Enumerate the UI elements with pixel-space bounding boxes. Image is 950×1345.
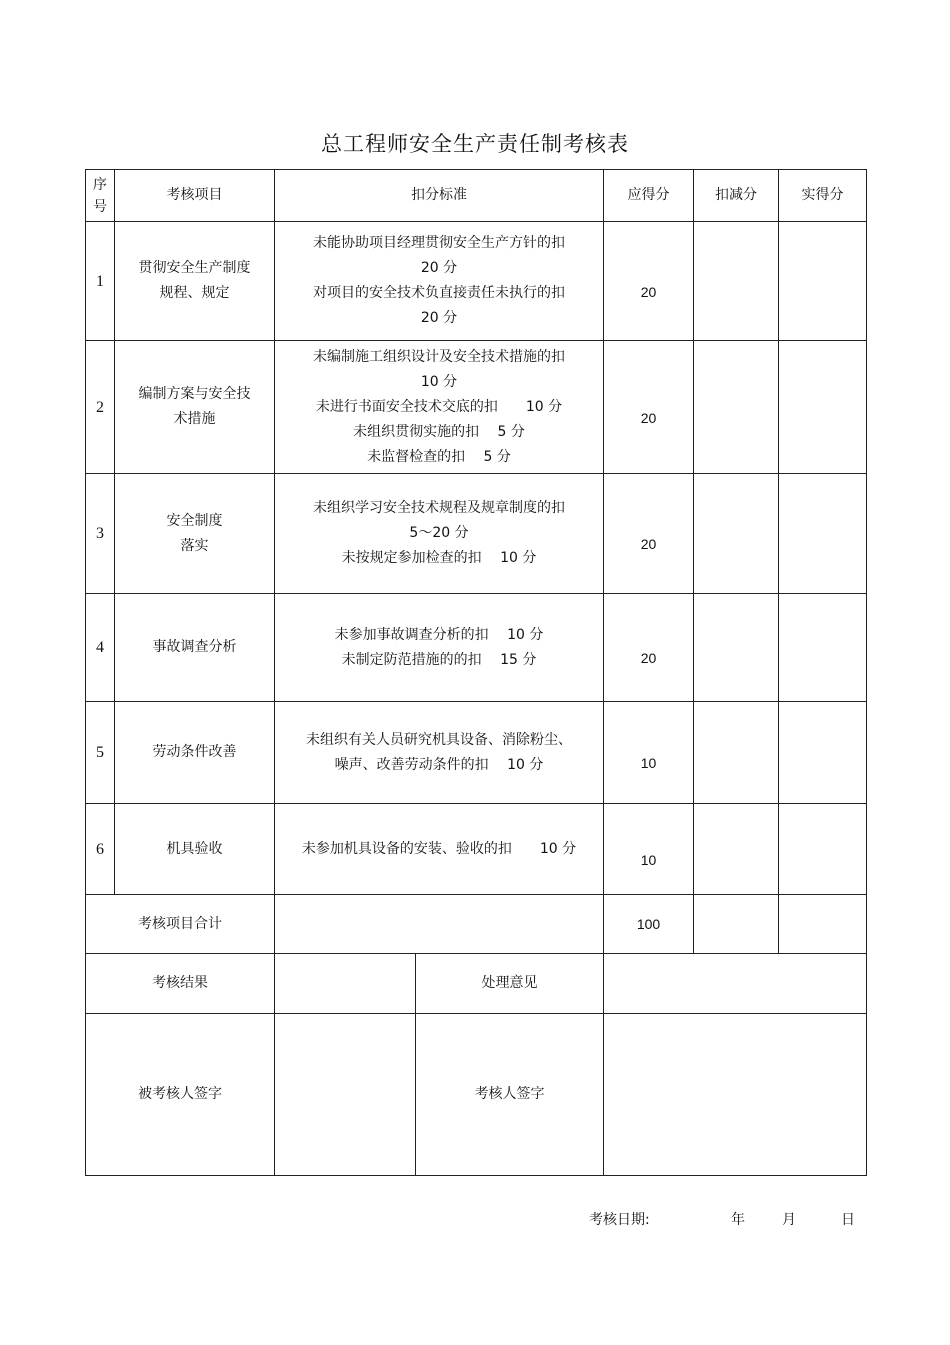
row-score: 20 xyxy=(604,594,694,702)
header-seq xyxy=(86,170,115,222)
header-criteria: 扣分标准 xyxy=(275,170,604,222)
date-year: 年 xyxy=(731,1212,745,1228)
opinion-label: 处理意见 xyxy=(416,954,604,1014)
header-row xyxy=(86,170,867,222)
total-actual xyxy=(779,895,867,954)
result-row xyxy=(86,954,867,1014)
examinee-signature-label: 被考核人签字 xyxy=(86,1014,275,1176)
table-row xyxy=(86,594,867,702)
date-month: 月 xyxy=(782,1212,796,1228)
row-deduct xyxy=(694,222,779,341)
examinee-signature-value[interactable] xyxy=(275,1014,416,1176)
opinion-value[interactable] xyxy=(604,954,867,1014)
row-deduct xyxy=(694,341,779,474)
row-seq: 4 xyxy=(86,594,115,702)
examiner-signature-label: 考核人签字 xyxy=(416,1014,604,1176)
row-criteria: 未参加事故调查分析的扣 10 分 未制定防范措施的的扣 15 分 xyxy=(275,594,604,702)
table-row xyxy=(86,702,867,804)
header-actual: 实得分 xyxy=(779,170,867,222)
row-seq: 2 xyxy=(86,341,115,474)
signature-row xyxy=(86,1014,867,1176)
row-seq: 6 xyxy=(86,804,115,895)
header-item: 考核项目 xyxy=(115,170,275,222)
row-actual xyxy=(779,804,867,895)
row-deduct xyxy=(694,474,779,594)
result-label: 考核结果 xyxy=(86,954,275,1014)
table-row xyxy=(86,341,867,474)
header-seq-text: 序 号 xyxy=(93,176,107,215)
row-actual xyxy=(779,341,867,474)
result-value[interactable] xyxy=(275,954,416,1014)
row-seq: 5 xyxy=(86,702,115,804)
row-criteria: 未参加机具设备的安装、验收的扣 10 分 xyxy=(275,804,604,895)
row-criteria: 未能协助项目经理贯彻安全生产方针的扣 20 分 对项目的安全技术负直接责任未执行的扣 20 分 xyxy=(275,222,604,341)
row-item: 劳动条件改善 xyxy=(115,702,275,804)
page-title: 总工程师安全生产责任制考核表 xyxy=(321,132,629,156)
header-deduct: 扣减分 xyxy=(694,170,779,222)
total-criteria-blank xyxy=(275,895,604,954)
examiner-signature-value[interactable] xyxy=(604,1014,867,1176)
row-score: 10 xyxy=(604,702,694,804)
row-deduct xyxy=(694,594,779,702)
row-score: 20 xyxy=(604,341,694,474)
row-criteria: 未编制施工组织设计及安全技术措施的扣 10 分 未进行书面安全技术交底的扣 10 分 未组织贯彻实施的扣 5 分 未监督检查的扣 5 分 xyxy=(275,341,604,474)
row-score: 10 xyxy=(604,804,694,895)
row-seq: 3 xyxy=(86,474,115,594)
table-row xyxy=(86,222,867,341)
row-actual xyxy=(779,702,867,804)
total-row xyxy=(86,895,867,954)
row-actual xyxy=(779,594,867,702)
row-deduct xyxy=(694,804,779,895)
total-score: 100 xyxy=(604,895,694,954)
total-deduct xyxy=(694,895,779,954)
row-seq: 1 xyxy=(86,222,115,341)
table-row xyxy=(86,804,867,895)
header-should-score: 应得分 xyxy=(604,170,694,222)
assessment-table xyxy=(85,169,867,1176)
row-item: 贯彻安全生产制度 规程、规定 xyxy=(115,222,275,341)
row-score: 20 xyxy=(604,222,694,341)
row-item: 事故调查分析 xyxy=(115,594,275,702)
row-item: 安全制度 落实 xyxy=(115,474,275,594)
row-item: 编制方案与安全技 术措施 xyxy=(115,341,275,474)
row-score: 20 xyxy=(604,474,694,594)
table-row xyxy=(86,474,867,594)
row-criteria: 未组织学习安全技术规程及规章制度的扣 5～20 分 未按规定参加检查的扣 10 分 xyxy=(275,474,604,594)
row-deduct xyxy=(694,702,779,804)
row-actual xyxy=(779,474,867,594)
date-day: 日 xyxy=(841,1212,855,1228)
total-label: 考核项目合计 xyxy=(86,895,275,954)
row-item: 机具验收 xyxy=(115,804,275,895)
row-criteria: 未组织有关人员研究机具设备、消除粉尘、 噪声、改善劳动条件的扣 10 分 xyxy=(275,702,604,804)
date-label: 考核日期: xyxy=(589,1212,650,1228)
row-actual xyxy=(779,222,867,341)
